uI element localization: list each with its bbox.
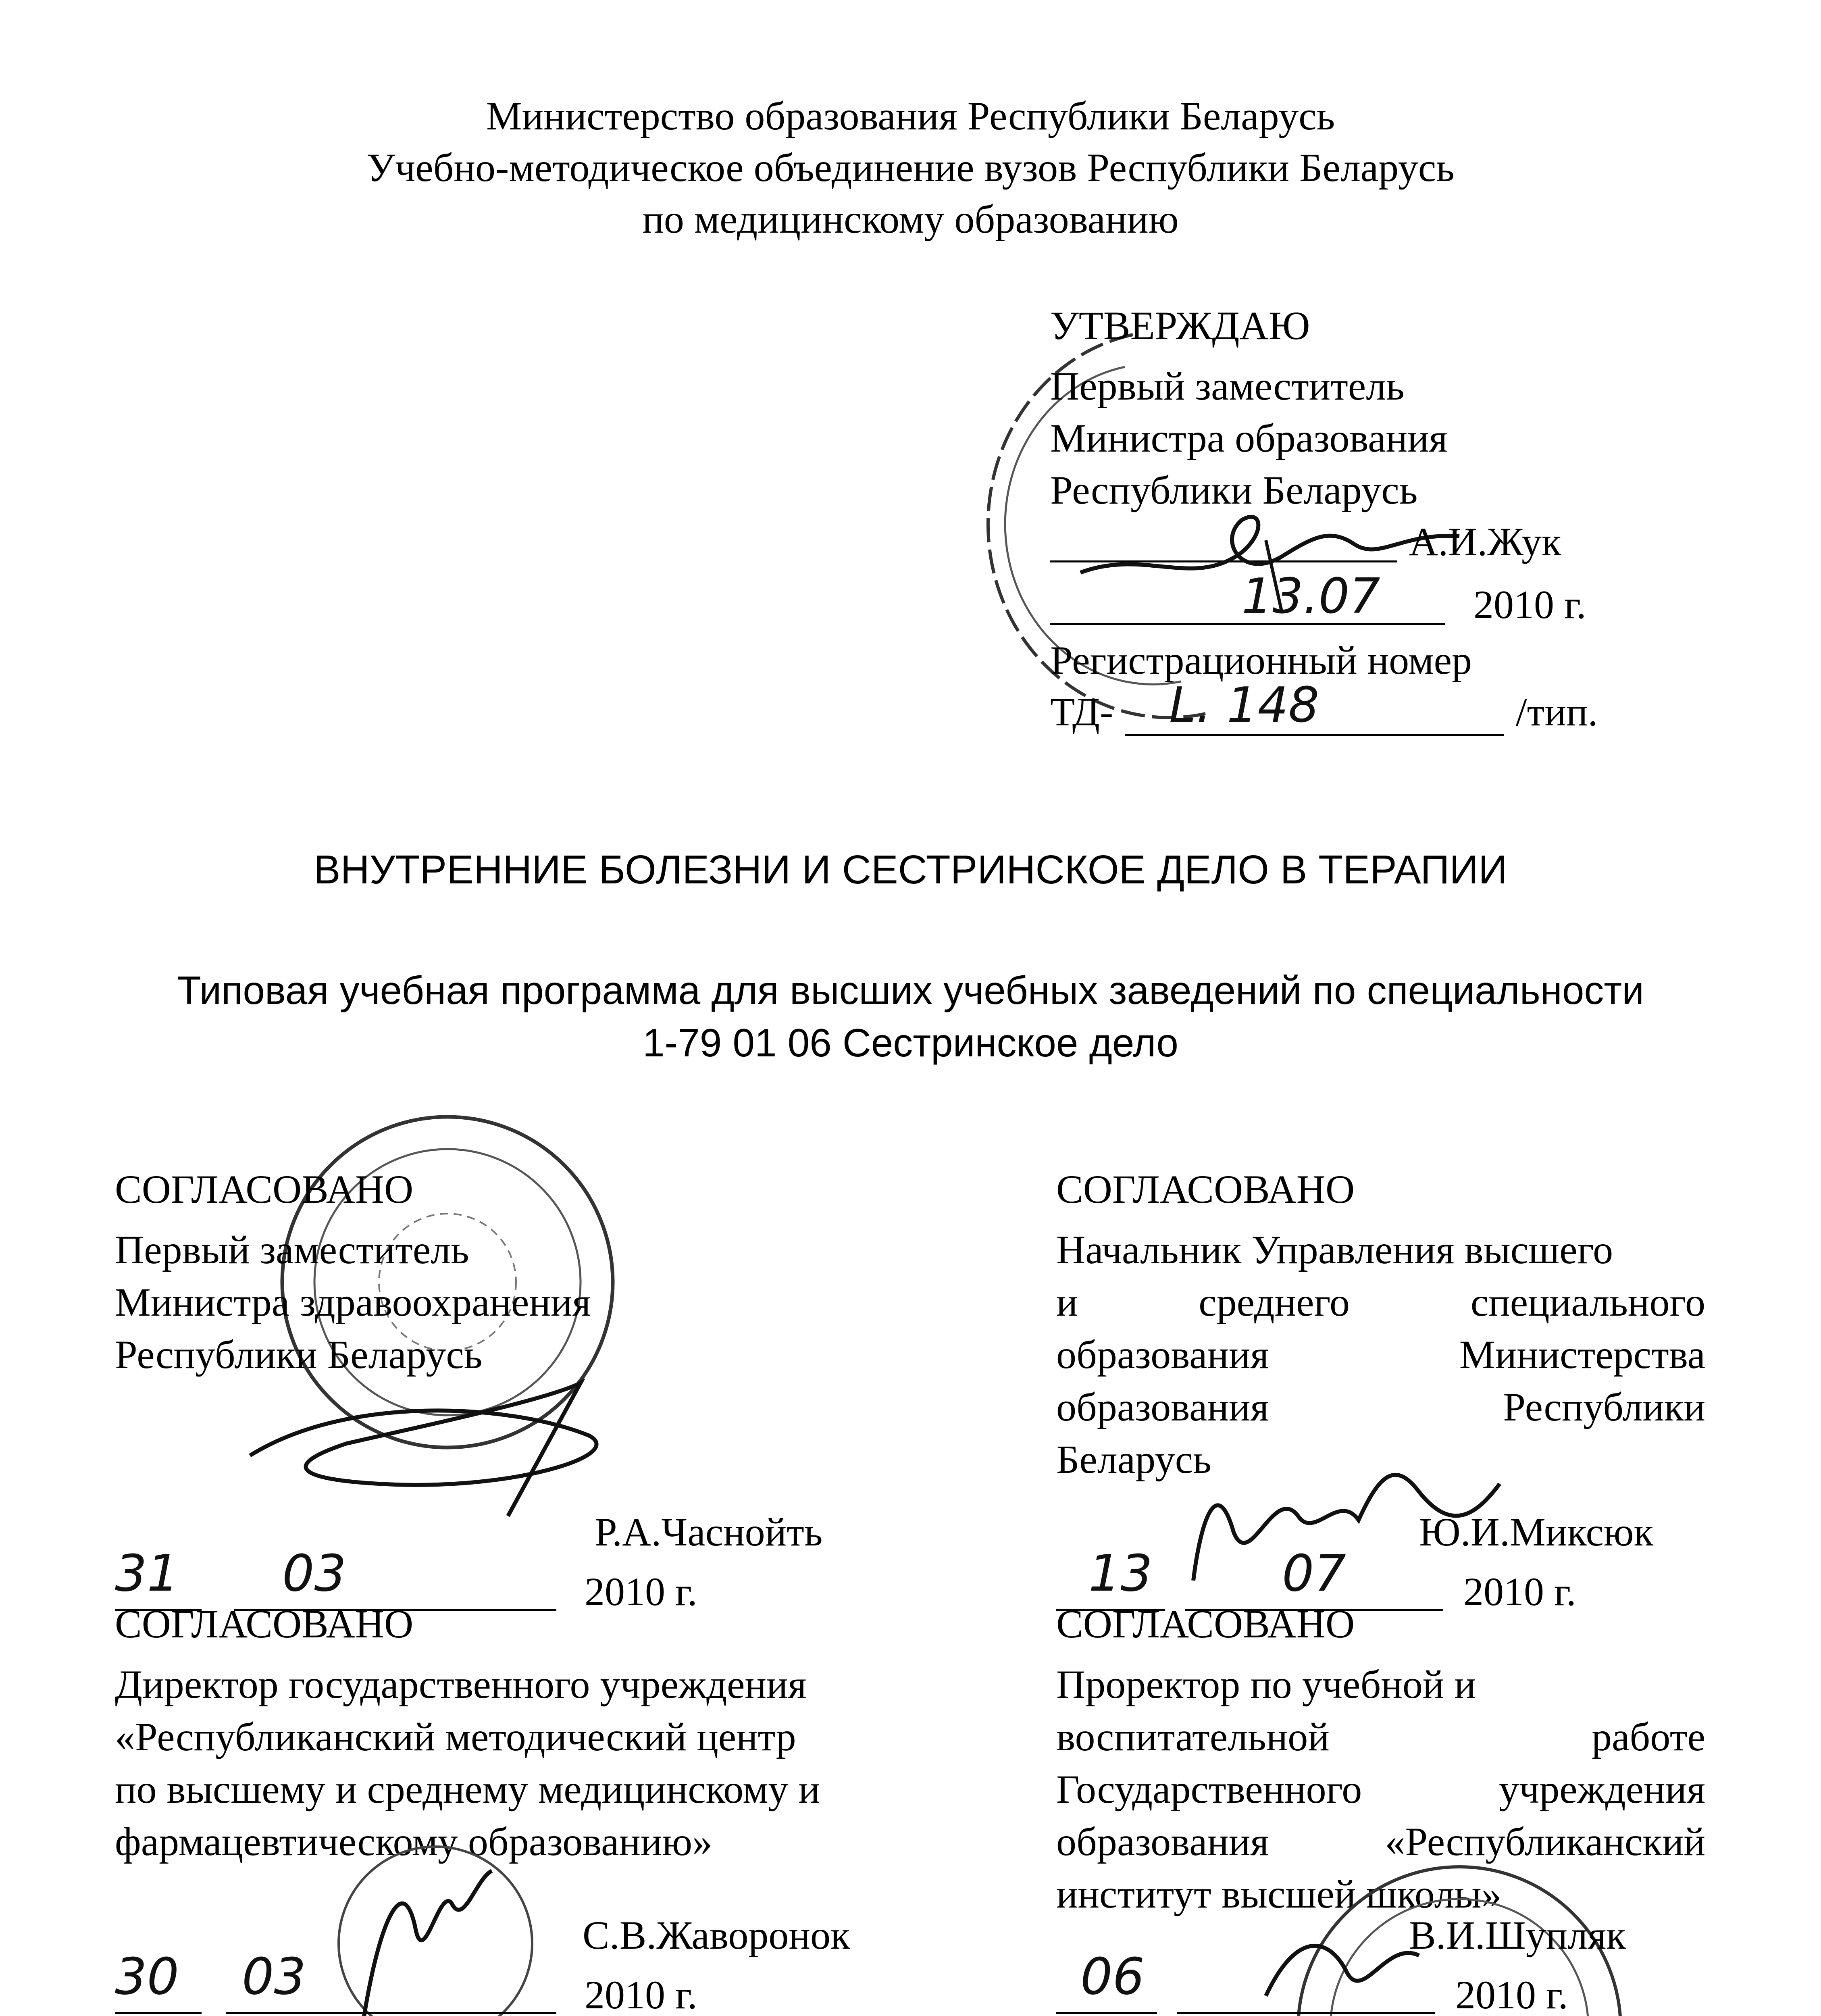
b4-day-line [1056, 2012, 1157, 2014]
b4-line1: Проректор по учебной и [1056, 1662, 1476, 1707]
approval-signer: А.И.Жук [1409, 519, 1561, 564]
approval-reg-handwritten: L. 148 [1169, 677, 1319, 733]
approval-position-line1: Первый заместитель [1050, 364, 1405, 408]
b4-line3-word: учреждения [1498, 1767, 1705, 1812]
header-umo: Учебно-методическое объединение вузов Республики Беларусь [366, 145, 1455, 190]
b1-line3: Республики Беларусь [115, 1332, 483, 1377]
document-subtitle-line1: Типовая учебная программа для высших учебных заведений по специальности [177, 968, 1644, 1012]
b4-line5: институт высшей школы» [1056, 1872, 1502, 1916]
b3-line3: по высшему и среднему медицинскому и [115, 1767, 820, 1812]
b4-title: СОГЛАСОВАНО [1056, 1602, 1355, 1646]
approval-reg-label: Регистрационный номер [1050, 638, 1472, 683]
b2-title: СОГЛАСОВАНО [1056, 1167, 1355, 1212]
b1-year: 2010 г. [585, 1569, 697, 1614]
approval-position-line3: Республики Беларусь [1050, 468, 1418, 512]
b4-signer: В.И.Шупляк [1409, 1913, 1626, 1958]
b3-line2: «Республиканский методический центр [115, 1714, 796, 1759]
b2-line3 [1056, 1332, 1705, 1377]
b3-year: 2010 г. [585, 1972, 697, 2016]
b3-line1: Директор государственного учреждения [115, 1662, 807, 1707]
b4-line3 [1056, 1769, 1705, 1810]
document-subtitle-line2: 1-79 01 06 Сестринское дело [643, 1020, 1178, 1065]
b4-year: 2010 г. [1455, 1972, 1568, 2016]
b2-line2-word: специального [1470, 1280, 1705, 1325]
b2-line4 [1056, 1387, 1705, 1427]
b4-month-line [1177, 2012, 1435, 2014]
b4-line2-word: работе [1591, 1714, 1705, 1759]
header-ministry: Министерство образования Республики Беларусь [486, 94, 1335, 138]
b3-day-line [115, 2012, 202, 2014]
b1-month-handwritten: 03 [282, 1544, 347, 1603]
b1-signature-icon [226, 1363, 629, 1524]
approval-date-handwritten: 13.07 [1242, 569, 1380, 625]
b3-title: СОГЛАСОВАНО [115, 1602, 414, 1646]
b2-line2 [1056, 1280, 1705, 1325]
center-stamp-icon [282, 1839, 597, 2016]
b2-line4-word: образования [1056, 1385, 1269, 1429]
header-field: по медицинскому образованию [642, 197, 1179, 242]
b3-month-handwritten: 03 [242, 1947, 306, 2006]
b4-line4-word: образования [1056, 1819, 1269, 1864]
b1-line1: Первый заместитель [115, 1227, 469, 1272]
b4-line2-word: воспитательной [1056, 1714, 1330, 1759]
approval-position-line2: Министра образования [1050, 416, 1448, 460]
b3-day-handwritten: 30 [115, 1947, 179, 2006]
approval-title: УТВЕРЖДАЮ [1050, 303, 1310, 348]
approval-reg-prefix: ТД- [1050, 689, 1113, 734]
b1-line2: Министра здравоохранения [115, 1280, 591, 1325]
b2-line3-word: образования [1056, 1332, 1269, 1377]
b3-line4: фармацевтическому образованию» [115, 1819, 713, 1864]
b2-line3-word: Министерства [1459, 1332, 1705, 1377]
b2-line5: Беларусь [1056, 1437, 1211, 1482]
b1-day-handwritten: 31 [115, 1544, 179, 1603]
approval-reg-line [1125, 734, 1504, 736]
b2-line2-word: и [1056, 1280, 1078, 1325]
b4-day-handwritten: 06 [1080, 1947, 1145, 2006]
document-title: ВНУТРЕННИЕ БОЛЕЗНИ И СЕСТРИНСКОЕ ДЕЛО В ТЕРАПИИ [313, 847, 1508, 892]
b4-line2 [1056, 1714, 1705, 1759]
b2-line2-word: среднего [1199, 1280, 1350, 1325]
b2-line4-word: Республики [1503, 1385, 1705, 1429]
b2-signer: Ю.И.Миксюк [1419, 1510, 1654, 1554]
b2-line1: Начальник Управления высшего [1056, 1227, 1613, 1272]
b3-month-line [226, 2012, 556, 2014]
b2-day-handwritten: 13 [1088, 1544, 1153, 1603]
b3-signer: С.В.Жаворонок [583, 1913, 850, 1958]
b4-line4-word: «Республиканский [1385, 1819, 1705, 1864]
b2-year: 2010 г. [1463, 1569, 1576, 1614]
b1-signer: Р.А.Часнойть [595, 1510, 823, 1554]
approval-reg-suffix: /тип. [1516, 689, 1598, 734]
b1-title: СОГЛАСОВАНО [115, 1167, 414, 1212]
approval-year: 2010 г. [1473, 582, 1586, 627]
b4-line3-word: Государственного [1056, 1767, 1362, 1812]
b2-month-handwritten: 07 [1282, 1544, 1346, 1603]
